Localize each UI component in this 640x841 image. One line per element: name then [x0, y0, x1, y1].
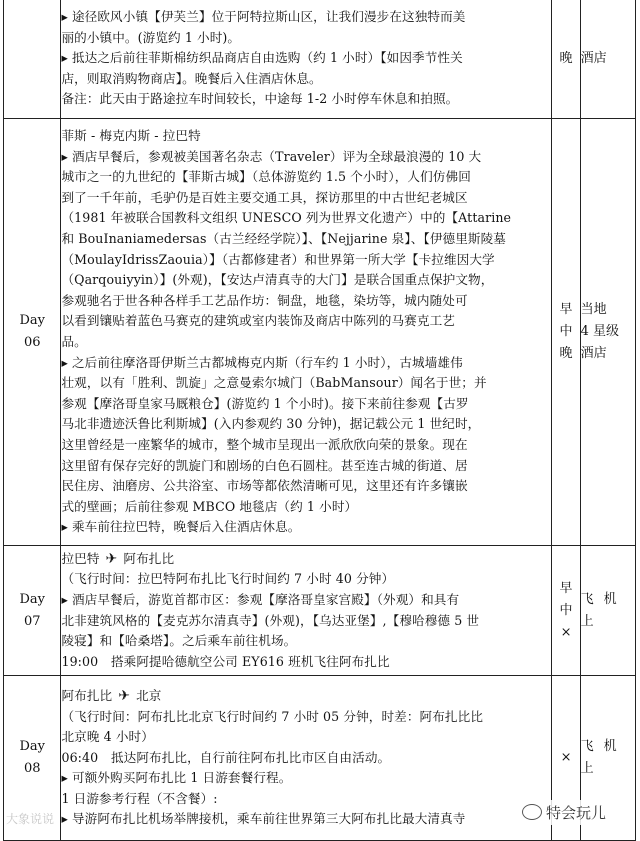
route-from: 阿布扎比 [61, 687, 113, 703]
meal-cell: 早 中 晚 [552, 119, 580, 546]
hotel-cell: 飞机 上 [580, 676, 635, 841]
description-line: ▸ 酒店早餐后，参观被美国著名杂志（Traveler）评为全球最浪漫的 10 大 [61, 148, 482, 164]
route-to: 阿布扎比 [123, 550, 175, 566]
route-heading [61, 686, 551, 707]
description-cell [61, 676, 552, 841]
itinerary-table [3, 0, 636, 841]
watermark-right-label: 特会玩儿 [546, 804, 607, 822]
meal-cell: 晚 [552, 0, 580, 119]
description-line: （Qarqouiyyin）】(外观)，【安达卢清真寺的大门】是联合国重点保护文物， [61, 272, 494, 288]
description-line: 这里留有保存完好的凯旋门和剧场的白色石圆柱。甚至连古城的街道、居 [61, 457, 468, 473]
description-line: ▸ 导游阿布扎比机场举牌接机，乘车前往世界第三大阿布扎比最大清真寺 [61, 811, 466, 827]
description-line: 丽的小镇中。(游览约 1 小时)。 [61, 29, 241, 45]
description-line: （飞行时间：阿布扎比北京飞行时间约 7 小时 05 分钟，时差：阿布扎比比 [61, 708, 484, 724]
day-cell: Day 07 [4, 546, 61, 676]
description-line: 参观【摩洛哥皇家马厩粮仓】(游览约 1 个小时)。接下来前往参观【古罗 [61, 395, 469, 411]
watermark-left: 大象说说 [6, 812, 55, 826]
day-cell [4, 0, 61, 119]
route-heading: 菲斯 - 梅克内斯 - 拉巴特 [61, 128, 201, 144]
route-heading [61, 549, 551, 570]
description-line: 北非建筑风格的【麦克苏尔清真寺】(外观)，【乌达亚堡】,【穆哈穆德 5 世 [61, 612, 480, 628]
hotel-cell: 酒店 [580, 0, 635, 119]
itinerary-row-day06 [4, 119, 636, 546]
meal-cell: × [552, 676, 580, 841]
description-line: 北京晚 4 小时） [61, 729, 154, 745]
description-line: 参观驰名于世各种各样手工艺品作坊：铜盘，地毯，染坊等，城内随处可 [61, 292, 468, 308]
description-line: （MoulayIdrissZaouia）】（古都修建者）和世界第一所大学【卡拉维因大学 [61, 251, 495, 267]
description-line: （1981 年被联合国教科文组织 UNESCO 列为世界文化遗产）中的【Attarine [61, 210, 512, 226]
description-line: ▸ 乘车前往拉巴特，晚餐后入住酒店休息。 [61, 519, 301, 535]
description-line: 民住房、油磨房、公共浴室、市场等都依然清晰可见，这里还有许多镶嵌 [61, 478, 468, 494]
description-line: 06:40 抵达阿布扎比，自行前往阿布扎比市区自由活动。 [61, 749, 391, 765]
description-line: （飞行时间：拉巴特阿布扎比飞行时间约 7 小时 40 分钟） [61, 571, 395, 587]
description-line: ▸ 可额外购买阿布扎比 1 日游套餐行程。 [61, 770, 292, 786]
airplane-icon: ✈ [105, 550, 118, 567]
description-line: 19:00 搭乘阿提哈德航空公司 EY616 班机飞往阿布扎比 [61, 653, 390, 669]
description-line: ▸ 途径欧风小镇【伊芙兰】位于阿特拉斯山区，让我们漫步在这独特而美 [61, 9, 466, 25]
description-line: 和 BouInaniamedersas（古兰经经学院）】、【Nejjarine 泉】、【伊德里斯陵墓 [61, 231, 506, 247]
description-line: ▸ 抵达之后前往菲斯棉纺织品商店自由选购（约 1 小时）【如因季节性关 [61, 50, 463, 66]
wechat-icon [522, 804, 542, 820]
meal-cell: 早 中 × [552, 546, 580, 676]
itinerary-row-day05-tail [4, 0, 636, 119]
hotel-cell: 当地 4 星级 酒店 [580, 119, 635, 546]
description-cell [61, 0, 552, 119]
description-line: 1 日游参考行程（不含餐）: [61, 790, 218, 806]
description-line: 马北非遗迹沃鲁比利斯城】(入内参观约 30 分钟)，据记载公元 1 世纪时， [61, 416, 481, 432]
watermark-right [518, 800, 610, 825]
day-cell: Day 08 [4, 676, 61, 841]
description-line: 到了一千年前，毛驴仍是百姓主要交通工具，探访那里的中古世纪老城区 [61, 189, 468, 205]
description-line: ▸ 之后前往摩洛哥伊斯兰古都城梅克内斯（行车约 1 小时），古城墙雄伟 [61, 354, 463, 370]
description-cell [61, 546, 552, 676]
description-line: 以看到镶贴着蓝色马赛克的建筑或室内装饰及商店中陈列的马赛克工艺 [61, 313, 455, 329]
description-line: 式的壁画；后前往参观 MBCO 地毯店（约 1 小时） [61, 498, 358, 514]
description-line: 陵寝】和【哈桑塔】。之后乘车前往机场。 [61, 633, 297, 649]
airplane-icon: ✈ [118, 687, 131, 704]
route-from: 拉巴特 [61, 550, 100, 566]
description-line: 壮观，以有「胜利、凯旋」之意曼索尔城门（BabMansour）闻名于世；并 [61, 375, 487, 391]
day-cell: Day 06 [4, 119, 61, 546]
description-line: ▸ 酒店早餐后，游览首都市区：参观【摩洛哥皇家宫殿】（外观）和具有 [61, 591, 460, 607]
description-line: 品。 [61, 334, 87, 349]
route-to: 北京 [136, 687, 162, 703]
description-line: 店，则取消购物商店】。晚餐后入住酒店休息。 [61, 70, 322, 86]
description-line: 城市之一的九世纪的【菲斯古城】（总体游览约 1.5 个小时），人们仿佛回 [61, 169, 471, 185]
description-cell [61, 119, 552, 546]
description-line: 这里曾经是一座繁华的城市，整个城市呈现出一派欣欣向荣的景象。现在 [61, 436, 468, 452]
itinerary-row-day07 [4, 546, 636, 676]
hotel-cell: 飞机 上 [580, 546, 635, 676]
description-line: 备注：此天由于路途拉车时间较长，中途每 1-2 小时停车休息和拍照。 [61, 91, 459, 107]
